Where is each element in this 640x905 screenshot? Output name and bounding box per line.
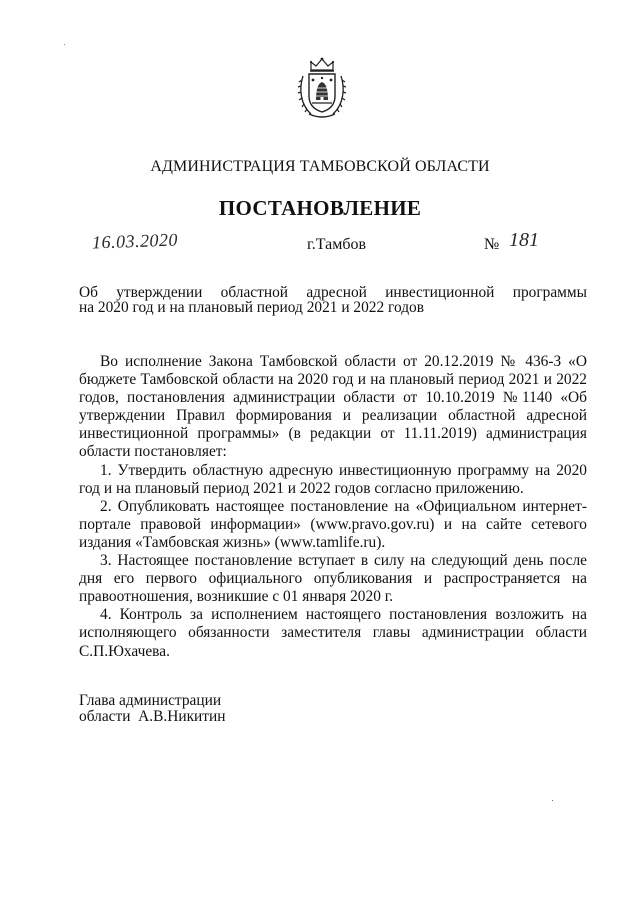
subject-line-1: Об утверждении областной адресной инвестиционной программы xyxy=(79,284,587,301)
preamble-paragraph: Во исполнение Закона Тамбовской области от 20.12.2019 № 436-З «О бюджете Тамбовской области на 2020 год и на плановый период 2021 и 2022 годов, постановления администрации области от 10.10.2019 №1140 «Об утверждении Правил формирования и реализации областной адресной инвестиционной программы» (в редакции от 11.11.2019) администрация области постановляет: xyxy=(79,353,587,461)
document-city: г.Тамбов xyxy=(307,236,367,253)
document-number-label: № xyxy=(484,236,500,253)
signatory-title: Глава администрации xyxy=(79,692,222,709)
document-subject xyxy=(79,285,587,315)
scan-speck xyxy=(552,800,553,801)
scan-speck xyxy=(64,44,65,45)
resolution-item-2: 2. Опубликовать настоящее постановление на «Официальном интернет-портале правовой информации» (www.pravo.gov.ru) и на сайте сетевого издания «Тамбовская жизнь» (www.tamlife.ru). xyxy=(79,497,587,551)
resolution-item-1: 1. Утвердить областную адресную инвестиционную программу на 2020 год и на плановый период 2021 и 2022 годов согласно приложению. xyxy=(79,461,587,497)
resolution-item-3: 3. Настоящее постановление вступает в силу на следующий день после дня его первого официального опубликования и распространяется на правоотношения, возникшие с 01 января 2020 г. xyxy=(79,552,587,606)
document-kind-title: ПОСТАНОВЛЕНИЕ xyxy=(218,196,422,220)
handwritten-date: 16.03.2020 xyxy=(91,229,179,253)
signature-block xyxy=(79,693,225,725)
document-body xyxy=(79,353,587,661)
signatory-name: области А.В.Никитин xyxy=(79,708,226,725)
subject-line-2: на 2020 год и на плановый период 2021 и 2022 годов xyxy=(79,299,425,316)
coat-of-arms-icon xyxy=(297,56,347,122)
resolution-item-4: 4. Контроль за исполнением настоящего постановления возложить на исполняющего обязанности заместителя главы администрации области С.П.Юхачева. xyxy=(79,606,587,660)
organization-title: АДМИНИСТРАЦИЯ ТАМБОВСКОЙ ОБЛАСТИ xyxy=(150,158,490,175)
handwritten-document-number: 181 xyxy=(509,229,539,251)
